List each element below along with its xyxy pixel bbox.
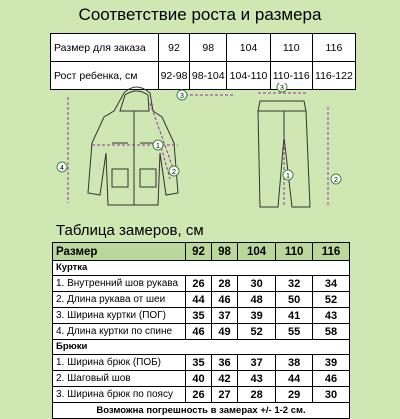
marker-label: 1 [286, 173, 290, 180]
table-cell: 55 [276, 324, 313, 340]
row-label: 1. Ширина брюк (ПОБ) [53, 355, 186, 371]
table-cell: 39 [238, 308, 276, 324]
table-cell: 116 [312, 34, 355, 62]
section-row-jacket [53, 261, 350, 276]
table-cell: 110-116 [270, 62, 312, 90]
table-cell: 110 [270, 34, 312, 62]
table-cell: 42 [212, 371, 238, 387]
table-cell: 49 [212, 324, 238, 340]
table-cell: 46 [313, 371, 350, 387]
tolerance-note: Возможна погрешность в замерах +/- 1-2 см. [53, 403, 350, 419]
table-cell: 98 [189, 34, 226, 62]
table-cell: 39 [313, 355, 350, 371]
header-cell: 104 [238, 243, 276, 261]
marker-label: 2 [334, 177, 338, 184]
table-cell: 43 [313, 308, 350, 324]
table-cell: 46 [186, 324, 212, 340]
marker-label: 1 [156, 143, 160, 150]
table-row [53, 324, 350, 340]
table-cell: 28 [212, 276, 238, 292]
table-row [53, 355, 350, 371]
table-cell: 43 [238, 371, 276, 387]
table-cell: 92 [159, 34, 190, 62]
table-row [53, 308, 350, 324]
table-cell: 52 [238, 324, 276, 340]
table-cell: 58 [313, 324, 350, 340]
header-label: Размер [53, 243, 186, 261]
table-cell: 36 [212, 355, 238, 371]
table-row [51, 34, 356, 62]
table-cell: 41 [276, 308, 313, 324]
jacket-sketch [88, 87, 178, 205]
table-cell: 116-122 [312, 62, 355, 90]
row-label: 2. Длина рукава от шеи [53, 292, 186, 308]
table-cell: 48 [238, 292, 276, 308]
header-cell: 116 [313, 243, 350, 261]
table-cell: 34 [313, 276, 350, 292]
table-cell: 44 [276, 371, 313, 387]
section-title: Брюки [53, 340, 350, 355]
table-cell: 37 [238, 355, 276, 371]
row-label: 3. Ширина куртки (ПОГ) [53, 308, 186, 324]
table-row [53, 387, 350, 403]
table-cell: 32 [276, 276, 313, 292]
row-label: 2. Шаговый шов [53, 371, 186, 387]
measurement-diagram [52, 83, 352, 216]
marker-label: 2 [172, 169, 176, 176]
measurements-table [52, 242, 350, 419]
table-header-row [53, 243, 350, 261]
table-cell: 104-110 [227, 62, 270, 90]
table-cell: 38 [276, 355, 313, 371]
table-cell: 30 [313, 387, 350, 403]
header-cell: 92 [186, 243, 212, 261]
table-row [53, 276, 350, 292]
table-cell: 44 [186, 292, 212, 308]
table-cell: 104 [227, 34, 270, 62]
row-label: 4. Длина куртки по спине [53, 324, 186, 340]
table-cell: 50 [276, 292, 313, 308]
section-row-pants [53, 340, 350, 355]
table-cell: 26 [186, 387, 212, 403]
measure-markers [57, 83, 341, 184]
table-cell: 30 [238, 276, 276, 292]
table-cell: 29 [276, 387, 313, 403]
header-cell: 98 [212, 243, 238, 261]
row-label: 3. Ширина брюк по поясу [53, 387, 186, 403]
row-label: Размер для заказа [51, 34, 159, 62]
table-cell: 28 [238, 387, 276, 403]
page-title: Соответствие роста и размера [78, 5, 322, 24]
table-row [53, 292, 350, 308]
table-cell: 98-104 [189, 62, 226, 90]
table-cell: 37 [212, 308, 238, 324]
row-label: Рост ребенка, см [51, 62, 159, 90]
header-cell: 110 [276, 243, 313, 261]
marker-label: 3 [280, 85, 284, 92]
table-cell: 35 [186, 355, 212, 371]
table-cell: 27 [212, 387, 238, 403]
table-cell: 40 [186, 371, 212, 387]
table-cell: 52 [313, 292, 350, 308]
table-cell: 26 [186, 276, 212, 292]
row-label: 1. Внутренний шов рукава [53, 276, 186, 292]
measurements-title: Таблица замеров, см [56, 222, 204, 239]
table-cell: 92-98 [159, 62, 190, 90]
table-cell: 35 [186, 308, 212, 324]
marker-label: 4 [60, 165, 64, 172]
height-size-table [50, 33, 356, 90]
marker-label: 3 [180, 93, 184, 100]
table-footer-row [53, 403, 350, 419]
section-title: Куртка [53, 261, 350, 276]
table-row [53, 371, 350, 387]
table-cell: 46 [212, 292, 238, 308]
